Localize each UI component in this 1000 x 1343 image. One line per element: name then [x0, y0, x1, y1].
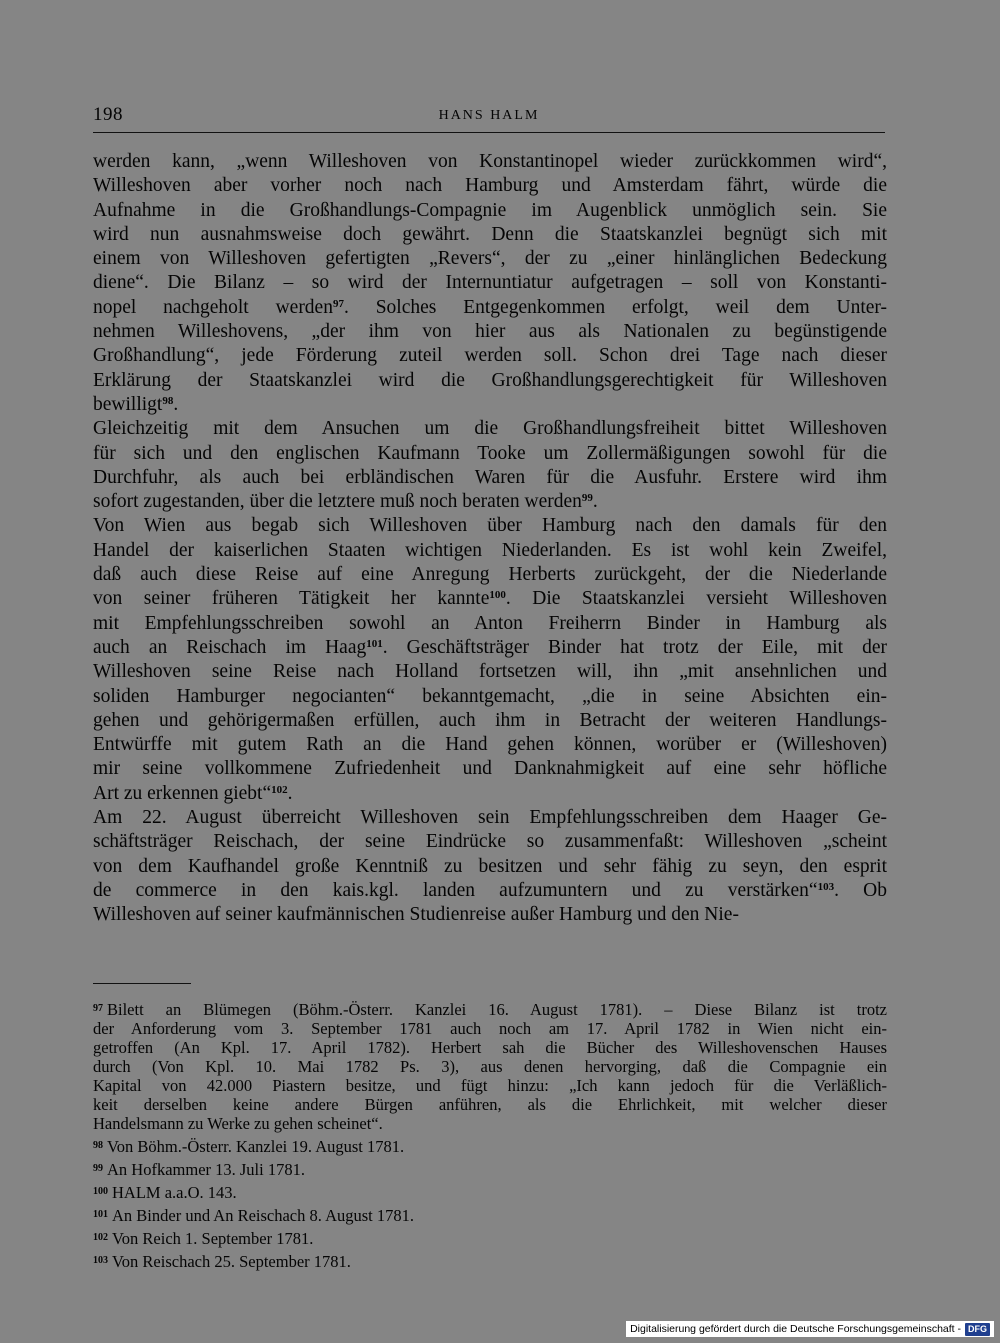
text-segment: von seiner früheren Tätigkeit her kannte	[93, 588, 490, 610]
text-line: Handel der kaiserlichen Staaten wichtigen Niederlanden. Es ist wohl kein Zweifel,	[93, 539, 887, 561]
paragraph	[93, 417, 887, 514]
footnote-text: Von Böhm.-Österr. Kanzlei 19. August 1781.	[107, 1137, 405, 1156]
footnote-number: 101	[93, 1209, 108, 1220]
text-line	[93, 636, 887, 660]
footer-banner	[626, 1321, 994, 1337]
footnote	[93, 1252, 887, 1271]
text-segment: . Ob	[834, 879, 887, 901]
paragraph	[93, 150, 887, 417]
footnote-number: 97	[93, 1003, 103, 1014]
footnote-text: keit derselben keine andere Bürgen anführen, als die Ehrlichkeit, mit welcher dieser	[93, 1095, 887, 1114]
paragraph	[93, 806, 887, 927]
footnote-text: Kapital von 42.000 Piastern besitze, und fügt hinzu: „Ich kann jedoch für die Verläßlich-	[93, 1076, 887, 1095]
running-head: HANS HALM	[438, 108, 540, 123]
text-line: diene“. Die Bilanz – so wird der Internuntiatur aufgetragen – soll von Konstanti-	[93, 272, 887, 294]
text-line: Willeshoven auf seiner kaufmännischen Studienreise außer Hamburg und den Nie-	[93, 904, 739, 926]
text-line	[93, 782, 887, 806]
header-rule	[93, 132, 885, 133]
text-line: mir seine vollkommene Zufriedenheit und Danknahmigkeit auf eine sehr höfliche	[93, 758, 887, 780]
footnote-text: der Anforderung vom 3. September 1781 auch noch am 17. April 1782 in Wien nicht ein-	[93, 1019, 887, 1038]
footnote-line	[93, 1000, 887, 1019]
footnote-text: An Hofkammer 13. Juli 1781.	[107, 1160, 305, 1179]
text-line: Durchfuhr, als auch bei erbländischen Waren für die Ausfuhr. Erstere wird ihm	[93, 466, 887, 488]
text-segment: . Die Staatskanzlei versieht Willeshoven	[505, 588, 887, 610]
footnote	[93, 1137, 887, 1156]
footnote-reference: 100	[489, 589, 506, 602]
text-line: Erklärung der Staatskanzlei wird die Großhandlungsgerechtigkeit für Willeshoven	[93, 369, 887, 391]
footnote-line	[93, 1252, 887, 1271]
text-line	[93, 879, 887, 903]
footer-text: Digitalisierung gefördert durch die Deutsche Forschungsgemeinschaft -	[630, 1323, 961, 1335]
footnote-number: 98	[93, 1140, 103, 1151]
text-segment: bewilligt	[93, 393, 163, 415]
footnote-number: 103	[93, 1255, 108, 1266]
footnote-reference: 97	[332, 297, 344, 310]
text-line: mit Empfehlungsschreiben sowohl an Anton Freiherrn Binder in Hamburg als	[93, 612, 887, 634]
footnote	[93, 1000, 887, 1133]
text-line: Großhandlung“, jede Förderung zuteil werden soll. Schon drei Tage nach dieser	[93, 345, 887, 367]
text-segment: de commerce in den kais.kgl. landen aufzumuntern und zu verstärken“	[93, 879, 818, 901]
footnote-line	[93, 1183, 887, 1202]
footnote-line	[93, 1114, 887, 1133]
footnotes	[93, 1000, 887, 1271]
text-line: Von Wien aus begab sich Willeshoven über Hamburg nach den damals für den	[93, 515, 887, 537]
footnote-text: Von Reich 1. September 1781.	[112, 1229, 314, 1248]
footnote-separator	[93, 983, 191, 984]
footnote-text: Von Reischach 25. September 1781.	[112, 1252, 351, 1271]
footnote-reference: 103	[817, 880, 835, 893]
dfg-logo: DFG	[965, 1323, 990, 1336]
text-line: gehen und gehörigermaßen erfüllen, auch ihm in Betracht der weiteren Handlungs-	[93, 709, 887, 731]
text-line: Willeshoven aber vorher noch nach Hamburg und Amsterdam fährt, würde die	[93, 175, 887, 197]
text-line: Entwürffe mit gutem Rath an die Hand gehen können, worüber er (Willeshoven)	[93, 734, 887, 756]
text-line: werden kann, „wenn Willeshoven von Konstantinopel wieder zurückkommen wird“,	[93, 151, 887, 172]
footnote-reference: 98	[162, 394, 174, 407]
text-segment: Art zu erkennen giebt“	[93, 782, 272, 804]
text-segment: nopel nachgeholt werden	[93, 296, 333, 318]
text-line: von dem Kaufhandel große Kenntniß zu besitzen und sehr fähig zu seyn, den esprit	[93, 855, 887, 877]
footnote-reference: 102	[271, 783, 288, 796]
footnote-text: getroffen (An Kpl. 17. April 1782). Herbert sah die Bücher des Willeshovenschen Hauses	[93, 1038, 887, 1057]
page-number: 198	[93, 104, 123, 125]
footnote	[93, 1229, 887, 1248]
text-line	[93, 587, 887, 611]
footnote	[93, 1206, 887, 1225]
footnote-number: 99	[93, 1163, 103, 1174]
footnote-line	[93, 1057, 887, 1076]
text-line: Aufnahme in die Großhandlungs-Compagnie im Augenblick unmöglich sein. Sie	[93, 199, 887, 221]
text-segment: sofort zugestanden, über die letztere muß noch beraten werden	[93, 491, 582, 513]
text-line: einem von Willeshoven gefertigten „Revers“, der zu „einer hinlänglichen Bedeckung	[93, 248, 887, 270]
text-segment: auch an Reischach im Haag	[93, 636, 367, 658]
text-segment: . Geschäftsträger Binder hat trotz der Eile, mit der	[382, 636, 888, 658]
text-line: soliden Hamburger negocianten“ bekanntgemacht, „die in seine Absichten ein-	[93, 685, 887, 707]
text-line: wird nun ausnahmsweise doch gewährt. Denn die Staatskanzlei begnügt sich mit	[93, 223, 887, 245]
text-segment: .	[592, 491, 598, 513]
footnote-line	[93, 1160, 887, 1179]
text-line	[93, 296, 887, 320]
text-line: Willeshoven seine Reise nach Holland fortsetzen will, ihn „mit ansehnlichen und	[93, 661, 887, 683]
footnote-line	[93, 1019, 887, 1038]
footnote-number: 100	[93, 1186, 108, 1197]
footnote	[93, 1183, 887, 1202]
footnote-line	[93, 1038, 887, 1057]
text-line	[93, 393, 887, 417]
footnote-line	[93, 1095, 887, 1114]
footnote-text: HALM a.a.O. 143.	[112, 1183, 237, 1202]
footnote-text: Bilett an Blümegen (Böhm.-Österr. Kanzlei 16. August 1781). – Diese Bilanz ist trotz	[107, 1000, 887, 1019]
footnote-text: An Binder und An Reischach 8. August 1781.	[112, 1206, 415, 1225]
footnote-line	[93, 1229, 887, 1248]
footnote-reference: 99	[581, 492, 593, 505]
text-line: nehmen Willeshovens, „der ihm von hier aus als Nationalen zu begünstigende	[93, 321, 887, 343]
footnote-reference: 101	[366, 637, 383, 650]
footnote-number: 102	[93, 1232, 108, 1243]
text-line: Gleichzeitig mit dem Ansuchen um die Großhandlungsfreiheit bittet Willeshoven	[93, 418, 887, 440]
body-text	[93, 150, 887, 928]
footnote-text: Handelsmann zu Werke zu gehen scheinet“.	[93, 1114, 383, 1133]
footnote-text: durch (Von Kpl. 10. Mai 1782 Ps. 3), aus denen hervorging, daß die Compagnie ein	[93, 1057, 887, 1076]
text-line: daß auch diese Reise auf eine Anregung Herberts zurückgeht, der die Niederlande	[93, 564, 887, 586]
text-segment: .	[287, 782, 293, 804]
text-line: schäftsträger Reischach, der seine Eindrücke so zusammenfaßt: Willeshoven „scheint	[93, 831, 887, 853]
footnote-line	[93, 1137, 887, 1156]
footnote-line	[93, 1076, 887, 1095]
text-line	[93, 490, 887, 514]
footnote	[93, 1160, 887, 1179]
paragraph	[93, 514, 887, 806]
text-line: für sich und den englischen Kaufmann Tooke um Zollermäßigungen sowohl für die	[93, 442, 887, 464]
text-line: Am 22. August überreicht Willeshoven sein Empfehlungsschreiben dem Haager Ge-	[93, 807, 887, 829]
footnote-line	[93, 1206, 887, 1225]
page-header	[93, 104, 885, 132]
text-segment: . Solches Entgegenkommen erfolgt, weil dem Unter-	[343, 296, 887, 318]
text-segment: .	[173, 393, 179, 415]
